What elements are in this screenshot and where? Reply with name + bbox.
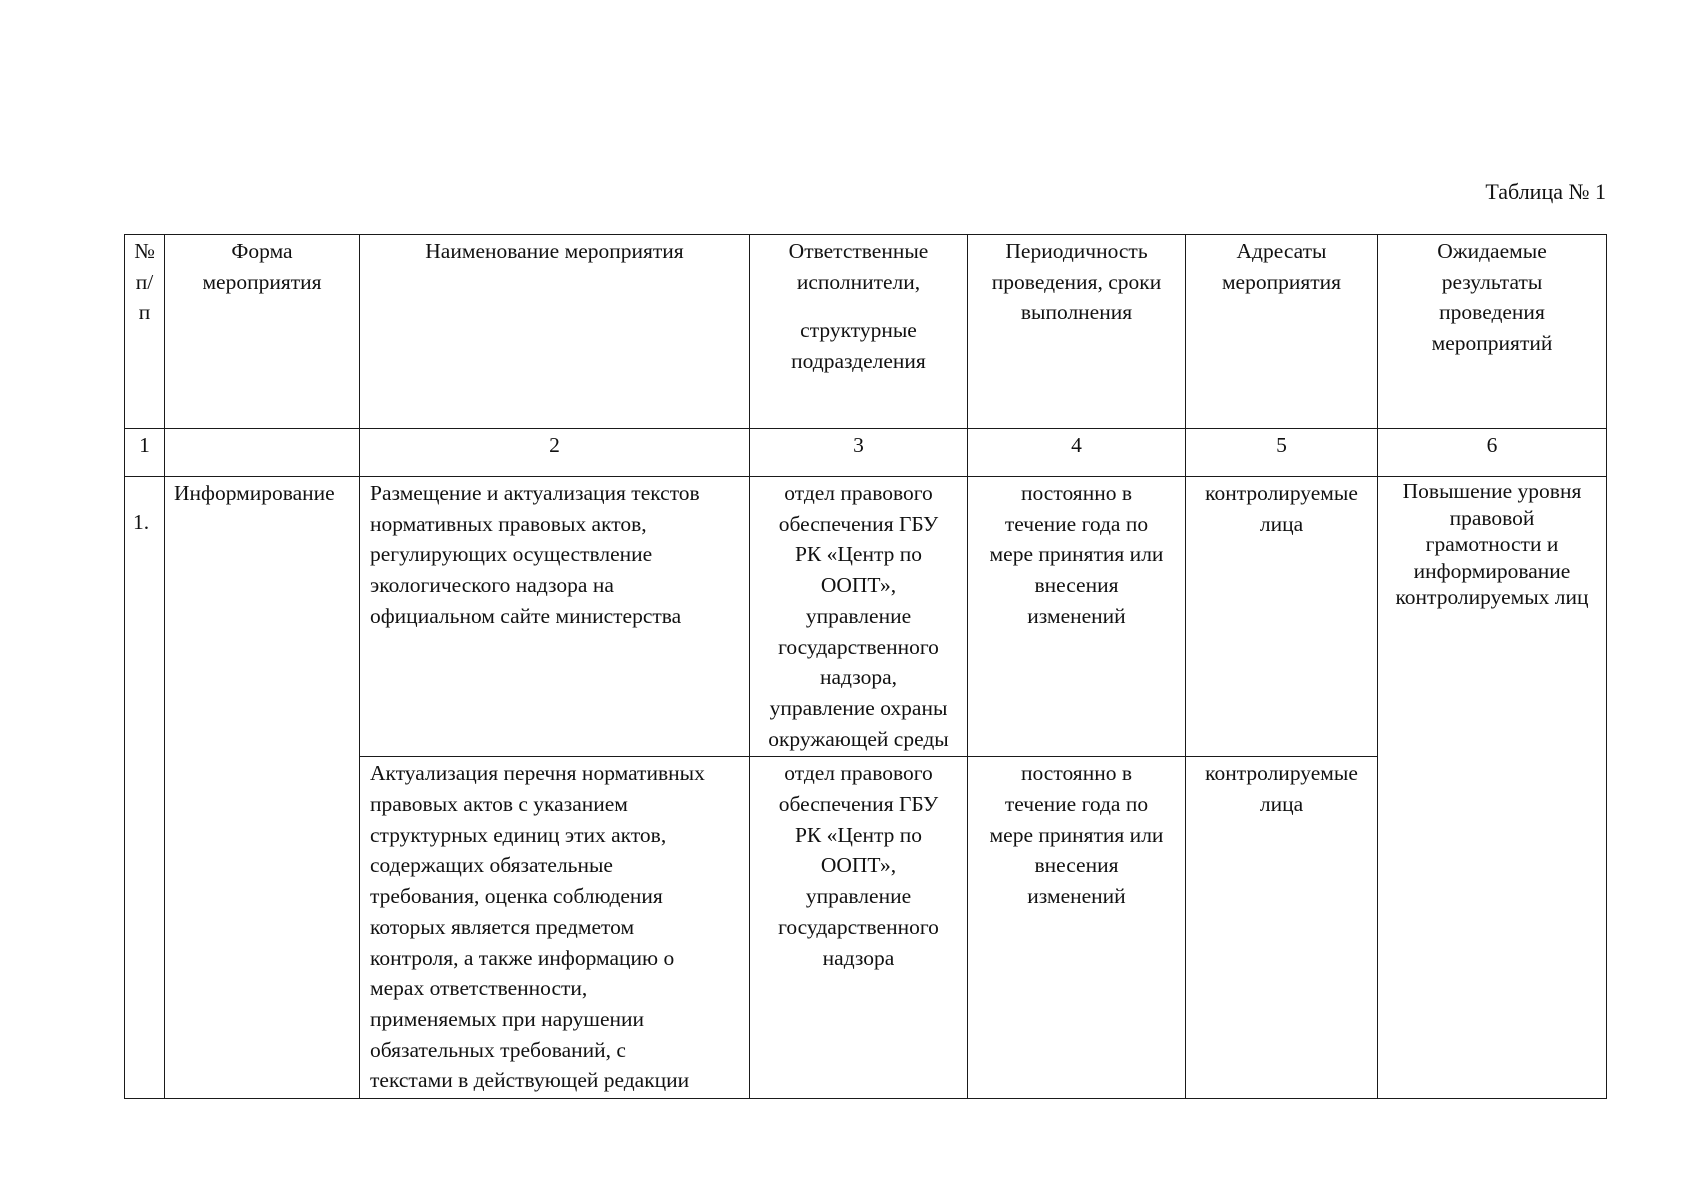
responsible-line: окружающей среды bbox=[768, 726, 949, 751]
column-number-cell: 6 bbox=[1378, 429, 1607, 477]
column-number-cell: 4 bbox=[968, 429, 1186, 477]
column-numbering-row bbox=[125, 429, 1607, 477]
event-name-line: требования, оценка соблюдения bbox=[370, 884, 663, 909]
addressees-cell bbox=[1186, 757, 1378, 1099]
responsible-line: управление bbox=[805, 884, 912, 909]
addressees-line: лица bbox=[1259, 511, 1304, 536]
responsible-line: РК «Центр по bbox=[794, 822, 923, 847]
event-name-line: Размещение и актуализация текстов bbox=[370, 481, 700, 505]
events-table bbox=[124, 234, 1607, 1099]
event-name-line: содержащих обязательные bbox=[370, 853, 613, 878]
expected-result-line: информирование bbox=[1413, 558, 1571, 583]
column-number-cell: 5 bbox=[1186, 429, 1378, 477]
event-name-line: Актуализация перечня нормативных bbox=[370, 761, 705, 786]
header-result-line: Ожидаемые bbox=[1437, 239, 1547, 263]
header-form-cell bbox=[165, 235, 360, 429]
header-number-line: п/ bbox=[135, 269, 154, 294]
header-result-line: проведения bbox=[1439, 300, 1545, 325]
event-name-line: регулирующих осуществление bbox=[370, 542, 653, 567]
addressees-line: контролируемые bbox=[1205, 481, 1358, 505]
event-name-line: нормативных правовых актов, bbox=[370, 511, 647, 536]
event-name-line: контроля, а также информацию о bbox=[370, 945, 675, 970]
event-name-cell bbox=[360, 757, 750, 1099]
header-responsible-cell bbox=[750, 235, 968, 429]
header-form-line: Форма bbox=[231, 239, 293, 263]
responsible-line: государственного bbox=[778, 634, 939, 659]
header-row bbox=[125, 235, 1607, 429]
event-name-line: применяемых при нарушении bbox=[370, 1006, 645, 1031]
event-name-line: правовых актов с указанием bbox=[370, 792, 628, 817]
header-addressees-cell bbox=[1186, 235, 1378, 429]
expected-result-line: правовой bbox=[1449, 505, 1535, 530]
responsible-cell bbox=[750, 757, 968, 1099]
responsible-line: отдел правового bbox=[784, 481, 933, 505]
header-number-line: п bbox=[138, 300, 151, 325]
header-addressees-line: мероприятия bbox=[1221, 269, 1342, 294]
table-row bbox=[125, 477, 1607, 757]
event-name-cell bbox=[360, 477, 750, 757]
expected-result-line: Повышение уровня bbox=[1402, 479, 1582, 503]
responsible-line: РК «Центр по bbox=[794, 542, 923, 567]
responsible-line: управление bbox=[805, 603, 912, 628]
header-result-line: мероприятий bbox=[1431, 331, 1553, 356]
expected-result-cell bbox=[1378, 477, 1607, 1099]
column-number-cell: 2 bbox=[360, 429, 750, 477]
period-line: мере принятия или bbox=[989, 822, 1164, 847]
header-form-line: мероприятия bbox=[202, 269, 322, 294]
header-result-cell bbox=[1378, 235, 1607, 429]
row-number-cell: 1. bbox=[125, 477, 165, 1099]
header-period-line: Периодичность bbox=[1005, 239, 1148, 263]
header-responsible-line: исполнители, bbox=[796, 269, 921, 294]
header-name-cell bbox=[360, 235, 750, 429]
responsible-cell bbox=[750, 477, 968, 757]
period-line: течение года по bbox=[1004, 511, 1149, 536]
period-cell bbox=[968, 477, 1186, 757]
header-addressees-line: Адресаты bbox=[1236, 239, 1327, 263]
event-name-line: официальном сайте министерства bbox=[370, 603, 682, 628]
expected-result-line: грамотности и bbox=[1425, 532, 1559, 557]
period-line: внесения bbox=[1034, 573, 1119, 598]
responsible-line: надзора, bbox=[819, 665, 898, 690]
column-number-cell: 1 bbox=[125, 429, 165, 477]
column-number-cell: 3 bbox=[750, 429, 968, 477]
expected-result-line: контролируемых лиц bbox=[1395, 585, 1589, 610]
event-name-line: структурных единиц этих актов, bbox=[370, 822, 667, 847]
responsible-line: отдел правового bbox=[784, 761, 933, 786]
period-line: постоянно в bbox=[1021, 761, 1132, 786]
responsible-line: управление охраны bbox=[769, 695, 948, 720]
addressees-line: контролируемые bbox=[1205, 761, 1358, 786]
period-line: мере принятия или bbox=[989, 542, 1164, 567]
responsible-line: обеспечения ГБУ bbox=[778, 792, 939, 817]
header-number-line: № bbox=[134, 239, 155, 263]
period-line: изменений bbox=[1027, 603, 1126, 628]
event-name-line: обязательных требований, с bbox=[370, 1037, 626, 1062]
event-name-line: которых является предметом bbox=[370, 914, 635, 939]
event-name-line: текстами в действующей редакции bbox=[370, 1068, 690, 1093]
responsible-line: надзора bbox=[822, 945, 895, 970]
header-number-cell bbox=[125, 235, 165, 429]
period-line: внесения bbox=[1034, 853, 1119, 878]
header-period-line: проведения, сроки bbox=[991, 269, 1162, 294]
responsible-line: ООПТ», bbox=[820, 573, 897, 598]
responsible-line: государственного bbox=[778, 914, 939, 939]
responsible-line: ООПТ», bbox=[820, 853, 897, 878]
addressees-cell bbox=[1186, 477, 1378, 757]
header-responsible-line: структурные bbox=[800, 318, 917, 343]
event-form-cell: Информирование bbox=[165, 477, 360, 1099]
header-responsible-line: Ответственные bbox=[788, 239, 929, 263]
period-line: изменений bbox=[1027, 884, 1126, 909]
column-number-cell bbox=[165, 429, 360, 477]
header-period-line: выполнения bbox=[1020, 300, 1133, 325]
period-line: постоянно в bbox=[1021, 481, 1132, 505]
table-caption: Таблица № 1 bbox=[1485, 179, 1606, 204]
period-line: течение года по bbox=[1004, 792, 1149, 817]
responsible-line: обеспечения ГБУ bbox=[778, 511, 939, 536]
addressees-line: лица bbox=[1259, 792, 1304, 817]
header-name-line: Наименование мероприятия bbox=[425, 239, 684, 263]
event-name-line: экологического надзора на bbox=[370, 573, 614, 598]
header-period-cell bbox=[968, 235, 1186, 429]
header-responsible-line: подразделения bbox=[791, 349, 926, 374]
header-result-line: результаты bbox=[1441, 269, 1543, 294]
period-cell bbox=[968, 757, 1186, 1099]
event-name-line: мерах ответственности, bbox=[370, 976, 588, 1001]
